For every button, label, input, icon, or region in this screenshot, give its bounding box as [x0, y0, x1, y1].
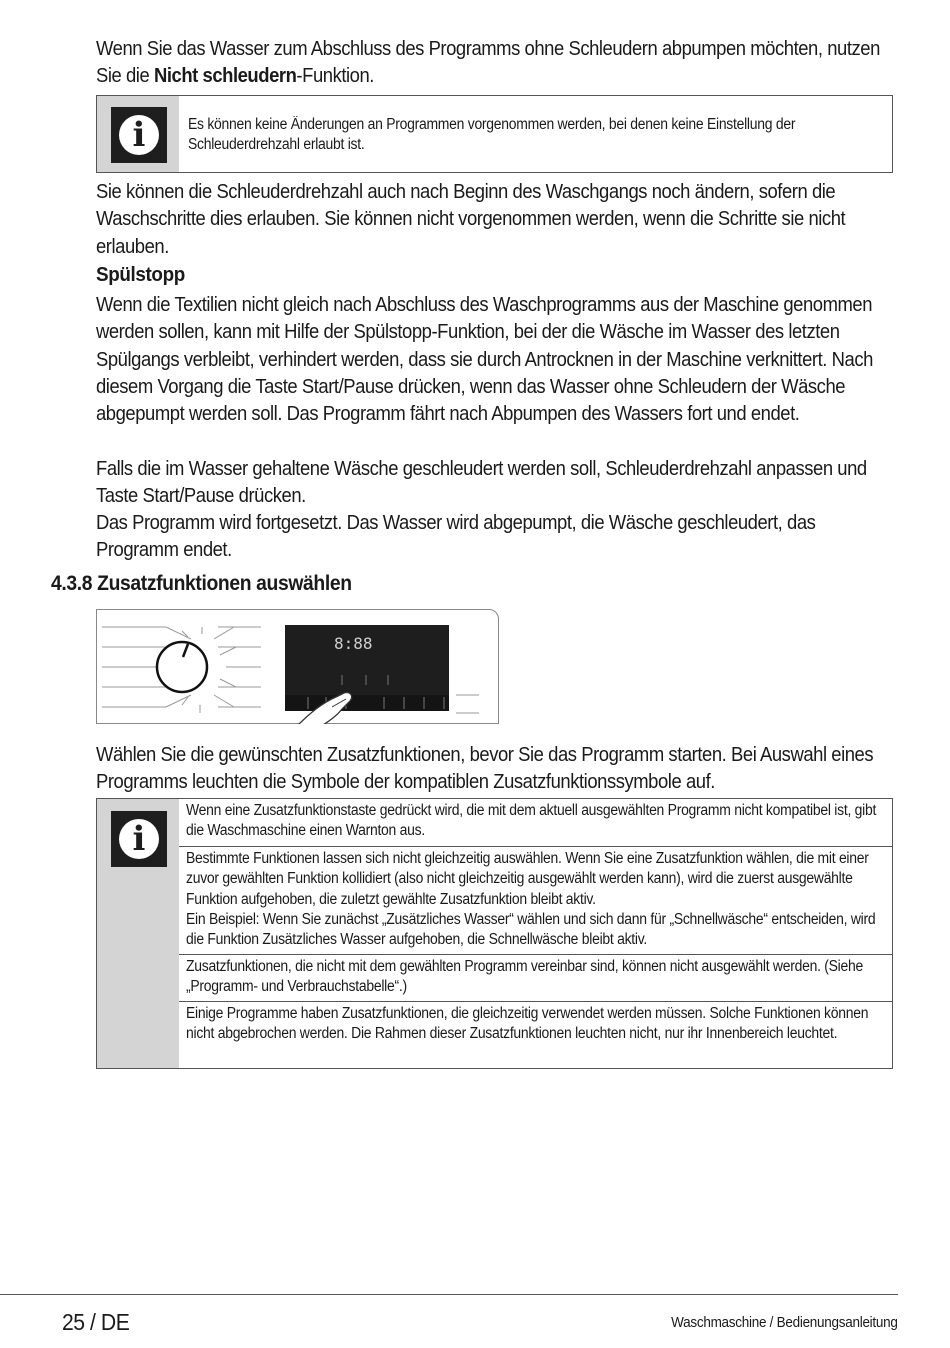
page-number: 25 / DE — [62, 1309, 130, 1335]
info-row-text-example: Ein Beispiel: Wenn Sie zunächst „Zusätzliches Wasser“ wählen und sich dann für „Schnellwäsche“ entscheiden, wird die Funktion Zusätzliches Wasser aufgehoben, die Schnellwäsche bleibt aktiv. — [186, 911, 876, 949]
info-icon: i — [111, 811, 167, 867]
info-row-text: Wenn eine Zusatzfunktionstaste gedrückt wird, die mit dem aktuell ausgewählten Programm nicht kompatibel ist, gibt die Waschmaschine einen Warnton aus. — [186, 802, 877, 840]
info-row-text: Zusatzfunktionen, die nicht mit dem gewählten Programm vereinbar sind, können nicht ausgewählt werden. (Siehe „Programm- und Verbrauchstabelle“.) — [186, 958, 863, 996]
intro-text-end: -Funktion. — [296, 64, 374, 88]
spuelstopp-heading: Spülstopp — [96, 263, 185, 286]
panel-drawing — [96, 609, 499, 724]
spuelstopp-paragraph-1: Wenn die Textilien nicht gleich nach Abschluss des Waschprogramms aus der Maschine genommen werden sollen, kann mit Hilfe der Spülstopp-Funktion, bei der die Wäsche im Wasser des letzten Spülgangs verbleibt, verhindert werden, dass sie durch Antrocknen in der Maschine verknittert. Nach diesem Vorgang die Taste Start/Pause drücken, wenn das Wasser ohne Schleudern der Wäsche abgepumpt werden soll. Das Programm fährt nach Abpumpen des Wassers fort und endet. — [96, 293, 873, 426]
info-row-text: Bestimmte Funktionen lassen sich nicht gleichzeitig auswählen. Wenn Sie eine Zusatzfunktion wählen, die mit einer zuvor gewählten Funktion kollidiert (also nicht gleichzeitig ausgewählt werden kann), wird die zuerst ausgewählte Funktion aufgehoben, die zuletzt gewählte Zusatzfunktion bleibt aktiv. — [186, 850, 869, 908]
info-row-1 — [179, 799, 892, 846]
info-box-1 — [96, 95, 893, 173]
footer-divider — [0, 1294, 898, 1295]
info-row-2 — [179, 846, 892, 954]
spuelstopp-paragraph-3: Das Programm wird fortgesetzt. Das Wasser wird abgepumpt, die Wäsche geschleudert, das Programm endet. — [96, 511, 816, 562]
info-note-1: Es können keine Änderungen an Programmen vorgenommen werden, bei denen keine Einstellung der Schleuderdrehzahl erlaubt ist. — [188, 116, 796, 154]
intro-bold-term: Nicht schleudern — [153, 64, 297, 88]
control-panel-illustration — [96, 609, 499, 724]
info-box-side — [97, 96, 179, 172]
info-box-side — [97, 799, 179, 1068]
display-digits: 8:88 — [334, 634, 373, 653]
info-box-2 — [96, 798, 893, 1069]
section-heading: 4.3.8 Zusatzfunktionen auswählen — [51, 572, 352, 595]
info-row-4 — [179, 1001, 892, 1069]
section-paragraph: Wählen Sie die gewünschten Zusatzfunktionen, bevor Sie das Programm starten. Bei Auswahl eines Programms leuchten die Symbole der kompatiblen Zusatzfunktionssymbole auf. — [96, 743, 874, 794]
spuelstopp-paragraph-2: Falls die im Wasser gehaltene Wäsche geschleudert werden soll, Schleuderdrehzahl anpassen und Taste Start/Pause drücken. — [96, 457, 867, 508]
spin-speed-paragraph: Sie können die Schleuderdrehzahl auch nach Beginn des Waschgangs noch ändern, sofern die Waschschritte dies erlauben. Sie können nicht vorgenommen werden, wenn die Schritte sie nicht erlauben. — [96, 180, 846, 258]
intro-text: Wenn Sie das Wasser zum Abschluss des Programms ohne Schleudern abpumpen möchten, nutzen Sie die — [96, 37, 880, 88]
info-row-text: Einige Programme haben Zusatzfunktionen, die gleichzeitig verwendet werden müssen. Solche Funktionen können nicht abgebrochen werden. Die Rahmen dieser Zusatzfunktionen leuchten nicht, nur ihr Innenbereich leuchtet. — [186, 1005, 869, 1043]
document-title: Waschmaschine / Bedienungsanleitung — [671, 1314, 898, 1331]
info-icon: i — [111, 107, 167, 163]
intro-paragraph — [96, 35, 897, 90]
info-row-3 — [179, 954, 892, 1001]
